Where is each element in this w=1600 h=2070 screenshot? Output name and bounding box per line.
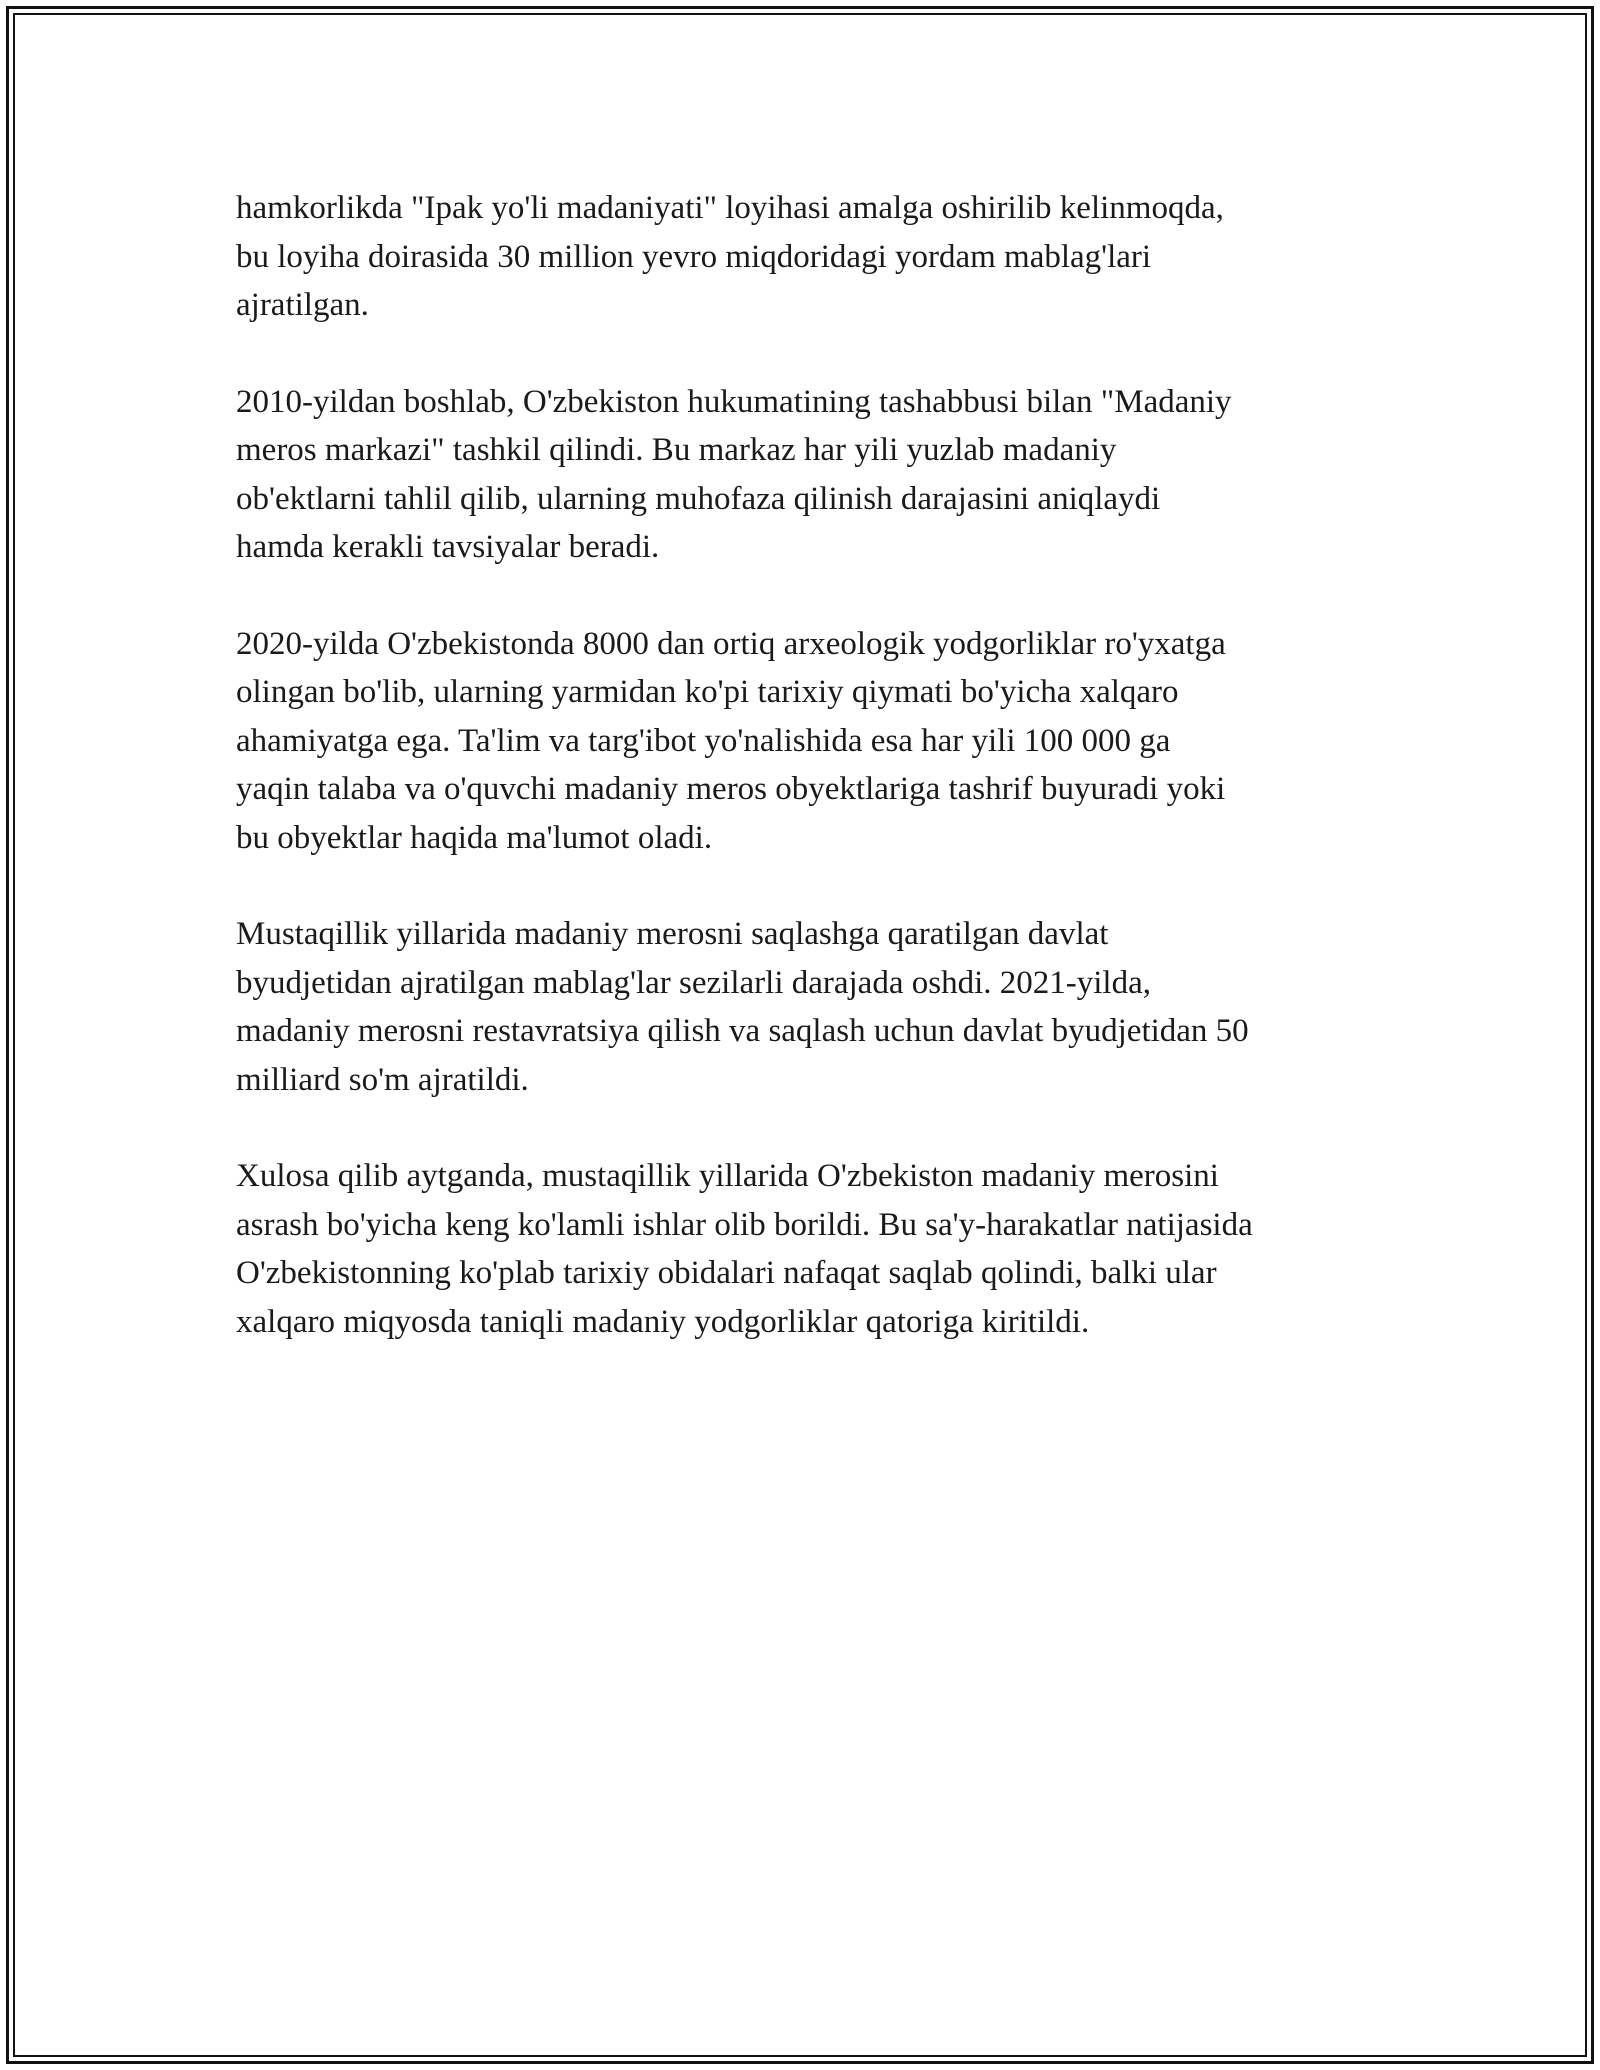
paragraph-state-budget: Mustaqillik yillarida madaniy merosni saqlashga qaratilgan davlat byudjetidan ajratilgan mablag'lar sezilarli darajada oshdi. 2021-yilda, madaniy merosni restavratsiya qilish va saqlash uchun davlat byudjetidan 50 milliard so'm ajratildi. bbox=[236, 916, 1249, 1098]
paragraph-heritage-center: 2010-yildan boshlab, O'zbekiston hukumatining tashabbusi bilan "Madaniy meros markazi" tashkil qilindi. Bu markaz har yili yuzlab madaniy ob'ektlarni tahlil qilib, ularning muhofaza qilinish darajasini aniqlaydi hamda kerakli tavsiyalar beradi. bbox=[236, 383, 1232, 565]
document-body bbox=[236, 184, 1386, 1394]
paragraph-conclusion: Xulosa qilib aytganda, mustaqillik yillarida O'zbekiston madaniy merosini asrash bo'yicha keng ko'lamli ishlar olib borildi. Bu sa'y-harakatlar natijasida O'zbekistonning ko'plab tarixiy obidalari nafaqat saqlab qolindi, balki ular xalqaro miqyosda taniqli madaniy yodgorliklar qatoriga kiritildi. bbox=[236, 1158, 1253, 1340]
paragraph-silk-road-project: hamkorlikda "Ipak yo'li madaniyati" loyihasi amalga oshirilib kelinmoqda, bu loyiha doirasida 30 million yevro miqdoridagi yordam mablag'lari ajratilgan. bbox=[236, 190, 1224, 323]
paragraph-archaeological-monuments: 2020-yilda O'zbekistonda 8000 dan ortiq arxeologik yodgorliklar ro'yxatga olingan bo'lib, ularning yarmidan ko'pi tarixiy qiymati bo'yicha xalqaro ahamiyatga ega. Ta'lim va targ'ibot yo'nalishida esa har yili 100 000 ga yaqin talaba va o'quvchi madaniy meros obyektlariga tashrif buyuradi yoki bu obyektlar haqida ma'lumot oladi. bbox=[236, 625, 1226, 856]
